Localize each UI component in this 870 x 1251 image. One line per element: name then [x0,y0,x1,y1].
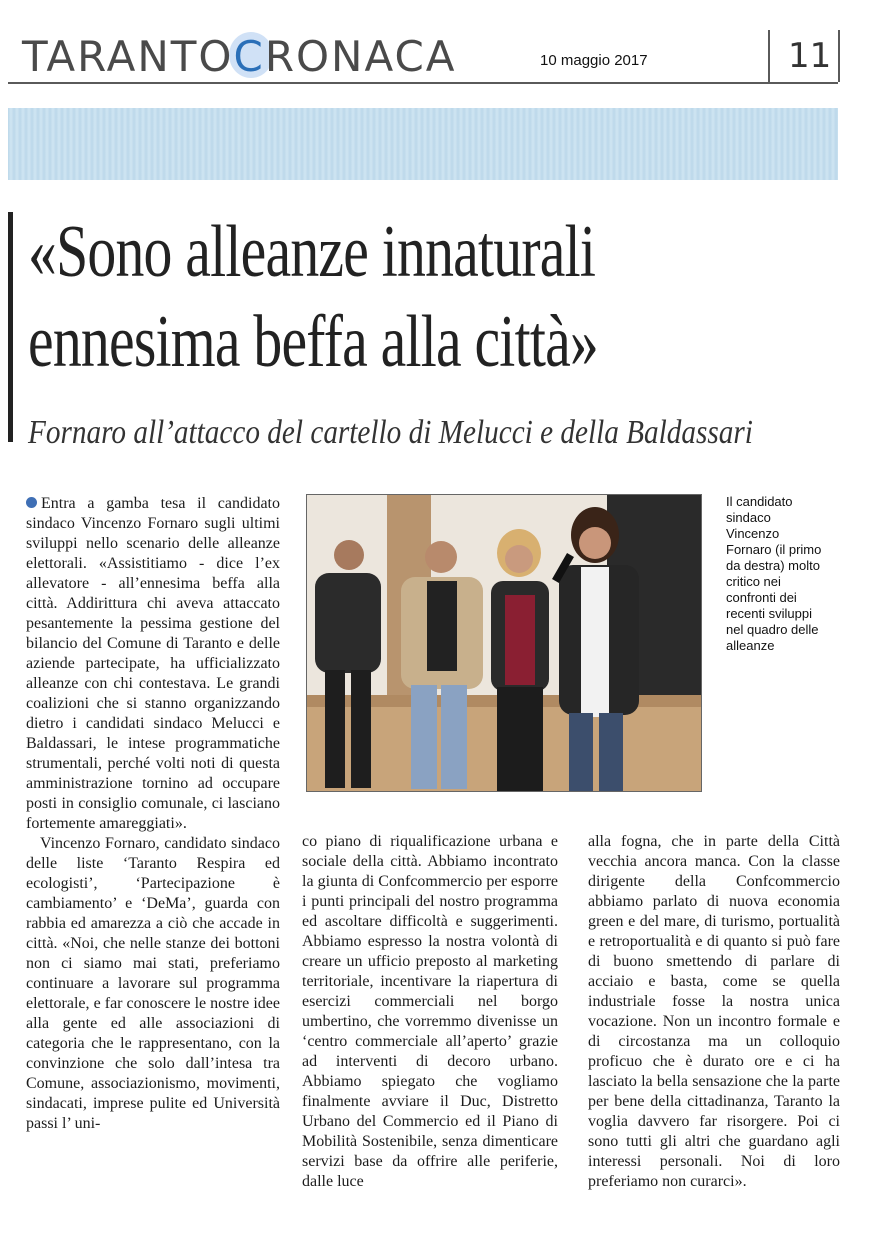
article-column-1 [26,494,280,1134]
paragraph-1 [26,494,280,834]
photo-illustration [307,495,701,791]
caption-line: sindaco [726,510,771,525]
subheadline: Fornaro all’attacco del cartello di Melucci e della Baldassari [28,414,753,451]
paragraph-1-text: Entra a gamba tesa il candidato sindaco Vincenzo Fornaro sugli ultimi sviluppi nello scenario delle alleanze elettorali. «Assistitiamo - dice l’ex allevatore - all’ennesima beffa alla città. Addirittura chi aveva attaccato pesantemente la pessima gestione del bilancio del Comune di Taranto e delle aziende partecipate, ha ufficializzato alleanze con chi contestava. Le grandi coalizioni che si stanno organizzando dietro i candidati sindaco Melucci e Baldassari, le intese programmatiche strumentali, perché volti noti di questa amministrazione tornino ad occupare posti in consiglio comunale, ci lasciano fortemente amareggiati». [26,495,280,832]
decorative-strip [8,108,838,180]
article-column-3 [588,832,840,1192]
paragraph-4: alla fogna, che in parte della Città vecchia ancora manca. Con la classe dirigente della Confcommercio abbiamo parlato di nuova economia green e del mare, di turismo, portualità e retroportualità e di quanto si può fare di buono smettendo di parlare di acciaio e basta, come se quella industriale fosse la nostra unica vocazione. Non un incontro formale e di circostanza ma un colloquio proficuo che è durato ore e ci ha lasciato la bella sensazione che la parte per bene della cittadinanza, Taranto la voglia davvero far risorgere. Poi ci sono tutti gli altri che guardano agli interessi personali. Noi di loro preferiamo non curarci». [588,833,840,1190]
headline-line-2: ennesima beffa alla città» [28,301,598,383]
paragraph-2: Vincenzo Fornaro, candidato sindaco delle liste ‘Taranto Respira ed ecologisti’, ‘Partecipazione è cambiamento’ e ‘DeMa’, guarda con rabbia ed amarezza a ciò che accade in città. «Noi, che nelle stanze dei bottoni non ci siamo mai stati, preferiamo continuare a lavorare sul programma elettorale, e far conoscere le nostre idee alla gente ed alle associazioni di categoria che le rappresentano, con la convinzione che solo dall’intesa tra Comune, associazionismo, movimenti, sindacati, imprese pulite ed Università passi l’ uni- [26,835,280,1132]
masthead-q-logo: C [233,32,265,81]
headline-bar [8,212,13,442]
caption-line: recenti sviluppi [726,606,812,621]
caption-line: alleanze [726,638,775,653]
caption-line: nel quadro delle [726,622,819,637]
caption-line: Il candidato [726,494,793,509]
paragraph-3: co piano di riqualificazione urbana e sociale della città. Abbiamo incontrato la giunta di Confcommercio per esporre i punti principali del nostro programma ed ascoltare difficoltà e suggerimenti. Abbiamo espresso la nostra volontà di creare un ufficio preposto al marketing territoriale, incentivare la riapertura di esercizi commerciali nel borgo umbertino, che vorremmo divenisse un ‘centro commerciale all’aperto’ grazie ad interventi di decoro urbano. Abbiamo spiegato che vogliamo finalmente avviare il Duc, Distretto Urbano del Commercio ed il Piano di Mobilità Sostenibile, senza dimenticare servizi base da offrire alle periferie, dalle luce [302,833,558,1190]
caption-line: Vincenzo [726,526,780,541]
bullet-icon [26,497,37,508]
headline-line-1: «Sono alleanze innaturali [28,211,596,293]
caption-line: da destra) molto [726,558,820,573]
header-rule [8,82,838,84]
masthead [22,34,457,80]
issue-date: 10 maggio 2017 [540,52,648,69]
article-photo [306,494,702,792]
page-number: 11 [788,36,832,76]
caption-line: Fornaro (il primo [726,542,822,557]
article-column-2 [302,832,558,1192]
photo-caption [726,494,856,654]
masthead-left: TARANTO [22,32,234,81]
masthead-right: RONACA [264,32,457,81]
caption-line: confronti dei [726,590,797,605]
caption-line: critico nei [726,574,781,589]
